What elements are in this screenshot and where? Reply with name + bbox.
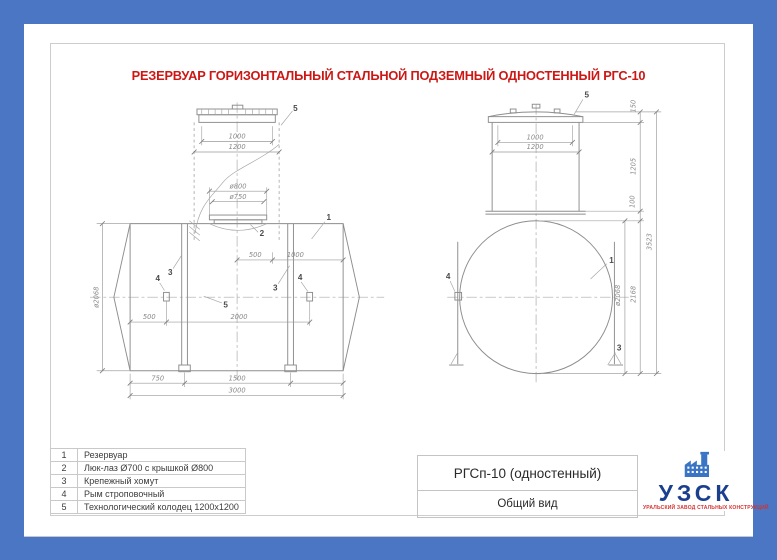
table-row [51,462,246,475]
factory-icon [676,451,716,477]
part-name: Рым строповочный [78,488,246,501]
dim-rv-100: 100 [628,195,637,209]
right-view [446,91,661,386]
label-4-eye-left: 4 [155,273,161,283]
dim-manhole-inner: ø750 [229,192,247,201]
dim-top-1000: 1000 [286,251,304,260]
dim-mid-500: 500 [142,313,156,322]
dim-rv-3523: 3523 [645,233,654,251]
dim-rv-diameter: ø2068 [614,284,623,306]
part-name: Технологический колодец 1200x1200 [78,501,246,514]
left-view [90,102,384,399]
dim-manhole-outer: ø800 [229,182,247,191]
dim-rv-well-inner: 1000 [526,133,544,142]
label-5-rv: 5 [584,90,589,100]
label-1-rv: 1 [609,255,614,265]
drawing-sheet [24,24,769,537]
dim-well-outer: 1200 [228,143,246,152]
dim-well-inner: 1000 [228,132,246,141]
dim-bot-750: 750 [151,374,165,383]
label-3-strap-left: 3 [167,268,173,278]
logo-subtitle: УРАЛЬСКИЙ ЗАВОД СТАЛЬНЫХ КОНСТРУКЦИЙ [643,505,769,511]
part-number: 3 [51,475,78,488]
part-number: 2 [51,462,78,475]
dim-bot-3000: 3000 [228,386,246,395]
part-number: 1 [51,449,78,462]
dim-rv-1205: 1205 [629,157,638,175]
dim-rv-well-outer: 1200 [526,143,544,152]
part-name: Люк-лаз Ø700 с крышкой Ø800 [78,462,246,475]
table-row [51,475,246,488]
logo-abbr: УЗСК [658,480,734,506]
dim-rv-2168: 2168 [629,285,638,303]
label-4-rv: 4 [445,272,451,282]
dim-bot-1500: 1500 [228,374,246,383]
part-number: 5 [51,501,78,514]
table-row [51,449,246,462]
view-name: Общий вид [497,498,558,510]
dim-diameter-left: ø2068 [92,286,101,308]
part-number: 4 [51,488,78,501]
page-title: РЕЗЕРВУАР ГОРИЗОНТАЛЬНЫЙ СТАЛЬНОЙ ПОДЗЕМНЫЙ ОДНОСТЕННЫЙ РГС-10 [131,68,646,83]
table-row [51,501,246,514]
label-3-rv: 3 [616,343,622,353]
label-1-tank: 1 [326,212,332,222]
table-row [51,488,246,501]
label-2-manhole: 2 [259,229,265,239]
company-logo [643,451,769,511]
part-name: Крепежный хомут [78,475,246,488]
dim-mid-2000: 2000 [230,313,248,322]
dim-rv-150: 150 [629,99,638,113]
parts-table [50,448,246,514]
part-name: Резервуар [78,449,246,462]
model-designation: РГСп-10 (одностенный) [418,456,637,491]
label-5-mid: 5 [223,300,228,310]
title-block [417,455,638,518]
label-3-strap-right: 3 [273,283,278,293]
label-5-well: 5 [293,103,298,113]
label-4-eye-right: 4 [297,272,303,282]
dim-top-500: 500 [248,251,262,260]
